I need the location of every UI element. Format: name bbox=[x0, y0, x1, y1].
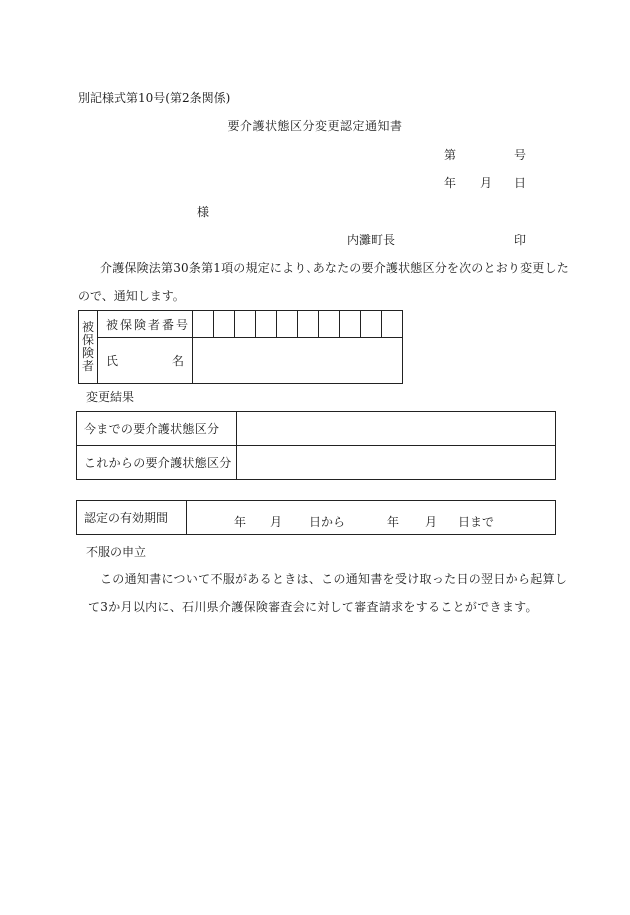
name-field[interactable] bbox=[193, 338, 403, 384]
previous-care-level-field[interactable] bbox=[237, 412, 556, 446]
insured-person-table bbox=[78, 310, 403, 384]
date-day-label: 日 bbox=[514, 176, 527, 190]
validity-from-day: 日から bbox=[309, 515, 346, 529]
insured-number-digit-3[interactable] bbox=[235, 311, 256, 338]
result-table bbox=[76, 411, 556, 480]
insured-number-digit-7[interactable] bbox=[319, 311, 340, 338]
name-label: 氏 名 bbox=[98, 338, 193, 384]
validity-to-month: 月 bbox=[425, 515, 438, 529]
insured-number-digit-8[interactable] bbox=[340, 311, 361, 338]
previous-care-level-label: 今までの要介護状態区分 bbox=[77, 412, 237, 446]
insured-number-digit-6[interactable] bbox=[298, 311, 319, 338]
validity-to-day: 日まで bbox=[458, 515, 495, 529]
number-prefix: 第 bbox=[444, 148, 457, 162]
result-section-label: 変更結果 bbox=[86, 390, 135, 404]
issuer-name: 内灘町長 bbox=[347, 233, 396, 247]
document-title: 要介護状態区分変更認定通知書 bbox=[227, 119, 403, 133]
insured-number-label: 被保険者番号 bbox=[98, 311, 193, 338]
seal-mark: 印 bbox=[514, 233, 527, 247]
insured-number-digit-1[interactable] bbox=[193, 311, 214, 338]
new-care-level-field[interactable] bbox=[237, 446, 556, 480]
recipient-honorific: 様 bbox=[197, 205, 210, 219]
validity-from-month: 月 bbox=[270, 515, 283, 529]
number-suffix: 号 bbox=[514, 148, 527, 162]
insured-number-digit-5[interactable] bbox=[277, 311, 298, 338]
body-text-line-1: 介護保険法第30条第1項の規定により､あなたの要介護状態区分を次のとおり変更した bbox=[100, 261, 569, 275]
validity-to-year: 年 bbox=[387, 515, 400, 529]
insured-side-label: 被 保 険 者 bbox=[79, 311, 98, 384]
date-year-label: 年 bbox=[444, 176, 457, 190]
appeal-section-label: 不服の申立 bbox=[86, 545, 147, 559]
validity-from-year: 年 bbox=[234, 515, 247, 529]
appeal-text-line-2: て3か月以内に、石川県介護保険審査会に対して審査請求をすることができます。 bbox=[88, 600, 538, 614]
insured-number-digit-10[interactable] bbox=[382, 311, 403, 338]
new-care-level-label: これからの要介護状態区分 bbox=[77, 446, 237, 480]
insured-number-digit-4[interactable] bbox=[256, 311, 277, 338]
body-text-line-2: ので、通知します。 bbox=[78, 289, 185, 303]
date-month-label: 月 bbox=[480, 176, 493, 190]
form-reference: 別記様式第10号(第2条関係) bbox=[78, 91, 231, 105]
insured-number-digit-9[interactable] bbox=[361, 311, 382, 338]
validity-period-field[interactable] bbox=[187, 501, 556, 535]
insured-number-digit-2[interactable] bbox=[214, 311, 235, 338]
validity-label: 認定の有効期間 bbox=[77, 501, 187, 535]
appeal-text-line-1: この通知書について不服があるときは、この通知書を受け取った日の翌日から起算し bbox=[100, 572, 568, 586]
validity-table bbox=[76, 500, 556, 535]
